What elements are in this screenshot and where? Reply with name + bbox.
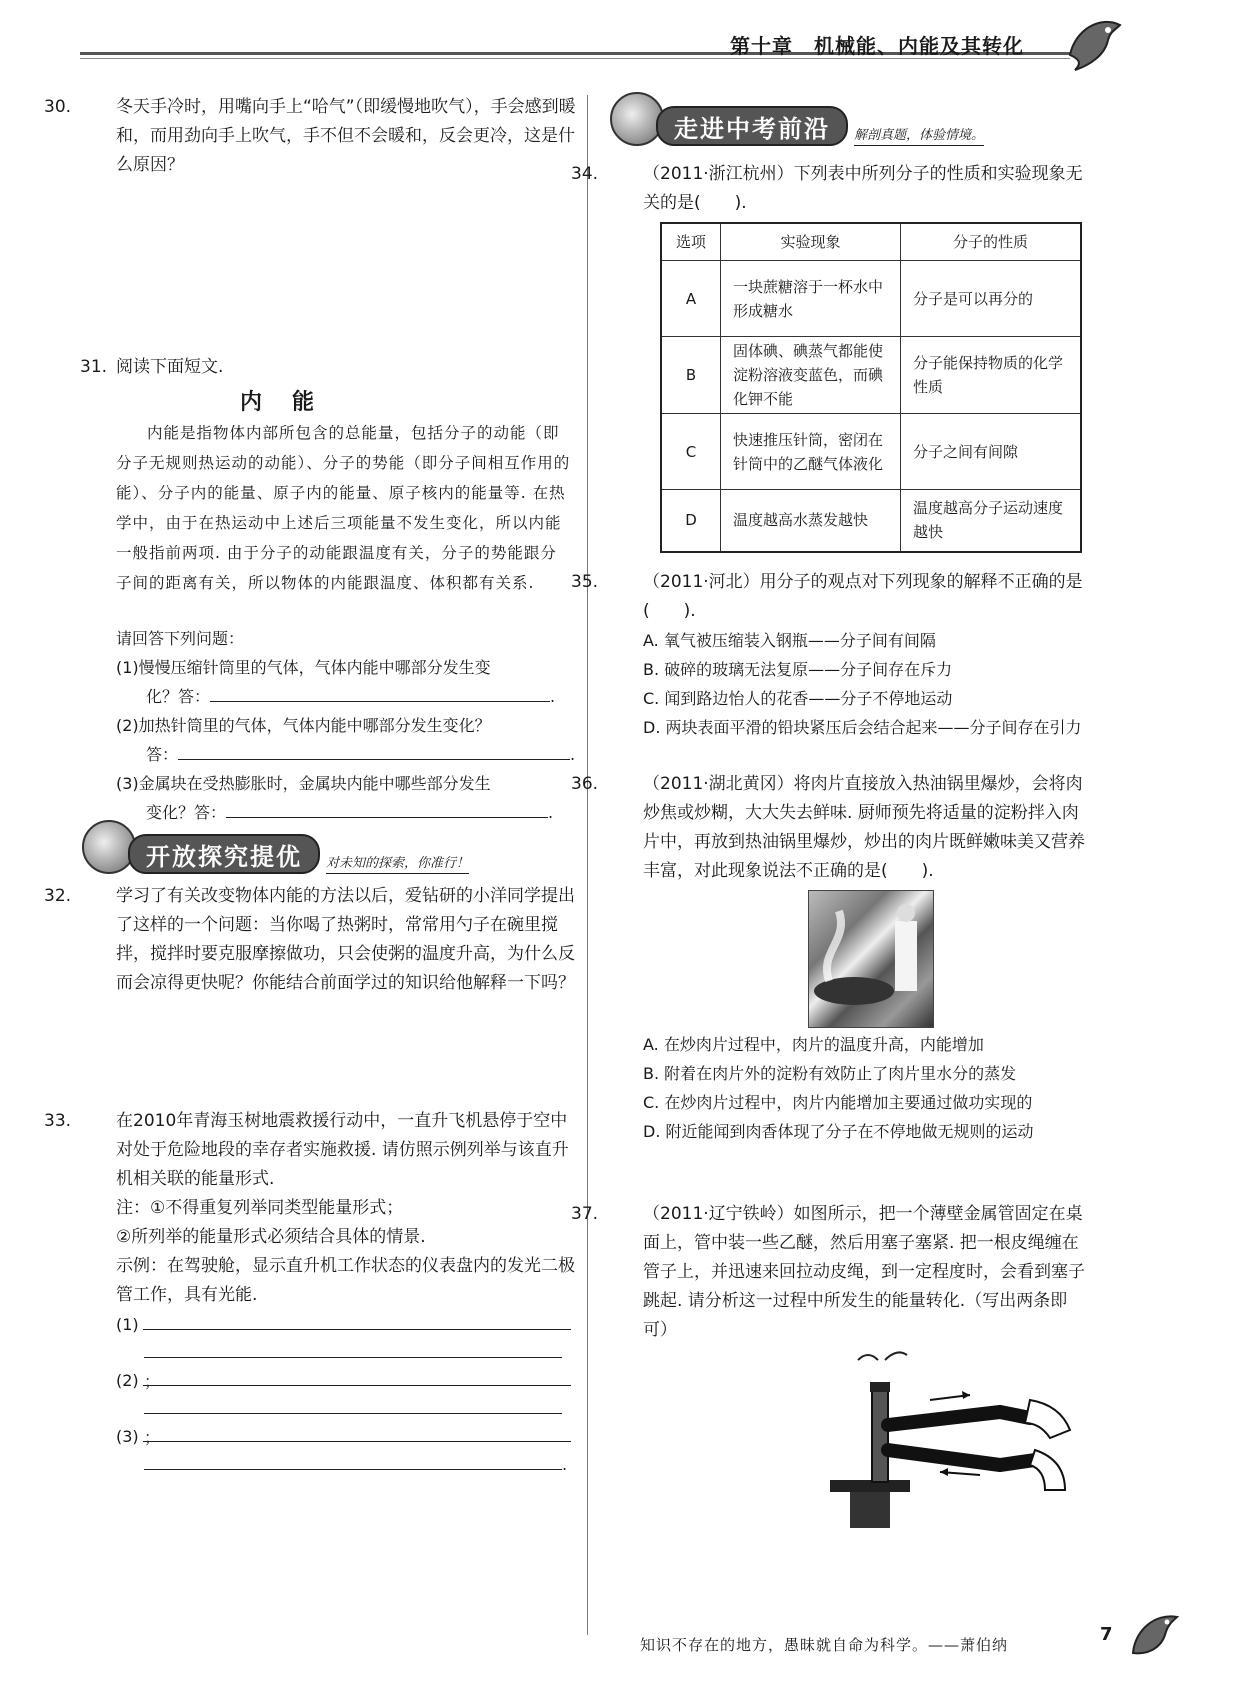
- question-number: 33.: [44, 1111, 72, 1131]
- section-banner-exam: [610, 92, 984, 146]
- answer-blank[interactable]: [143, 1367, 571, 1386]
- dolphin-footer-icon: [1125, 1605, 1185, 1665]
- sub-question-3: (3)金属块在受热膨胀时，金属块内能中哪些部分发生: [116, 774, 491, 793]
- option-c: C. 闻到路边怡人的花香——分子不停地运动: [643, 689, 953, 708]
- question-30: [44, 93, 580, 180]
- question-text: （2011·河北）用分子的观点对下列现象的解释不正确的是( ).: [643, 572, 1083, 621]
- question-37: [571, 1200, 1092, 1345]
- answer-line-3: 变化？答： .: [116, 798, 576, 827]
- tube-rope-diagram: [830, 1340, 1080, 1530]
- blank-row-2b: ；: [116, 1394, 576, 1422]
- answer-blank[interactable]: [144, 1395, 562, 1414]
- dolphin-mascot-icon: [1060, 10, 1130, 80]
- table-cell: 固体碘、碘蒸气都能使淀粉溶液变蓝色，而碘化钾不能: [721, 337, 901, 414]
- table-cell: 温度越高水蒸发越快: [721, 490, 901, 552]
- question-number: 36.: [571, 774, 599, 794]
- column-divider: [587, 95, 588, 1635]
- sub-question-1: (1)慢慢压缩针筒里的气体，气体内能中哪部分发生变: [116, 658, 491, 677]
- table-header: 选项: [661, 223, 721, 261]
- table-row: [661, 490, 1081, 552]
- footer-quote: 知识不存在的地方，愚昧就自命为科学。——萧伯纳: [640, 1636, 1009, 1654]
- option-b: B. 破碎的玻璃无法复原——分子间存在斥力: [643, 660, 953, 679]
- question-31-intro: [80, 353, 580, 382]
- chapter-title: 第十章 机械能、内能及其转化: [730, 34, 1024, 58]
- blank-row-3: (3): [116, 1422, 576, 1450]
- question-35: [571, 568, 1092, 742]
- table-cell: 温度越高分子运动速度越快: [901, 490, 1082, 552]
- table-cell: 分子能保持物质的化学性质: [901, 337, 1082, 414]
- question-number: 34.: [571, 164, 599, 184]
- question-36: [571, 770, 1092, 886]
- blank-row-1b: ；: [116, 1338, 576, 1366]
- question-text: 冬天手冷时，用嘴向手上“哈气”（即缓慢地吹气），手会感到暖和，而用劲向手上吹气，手不但不会暖和，反会更冷，这是什么原因？: [116, 97, 576, 175]
- sub-question-2: (2)加热针筒里的气体，气体内能中哪部分发生变化？: [116, 716, 491, 735]
- option-a: A. 氧气被压缩装入钢瓶——分子间有间隔: [643, 631, 936, 650]
- question-number: 30.: [44, 97, 72, 117]
- question-33: [44, 1107, 580, 1310]
- table-row: [661, 337, 1081, 414]
- table-row: [661, 414, 1081, 490]
- table-cell: 快速推压针筒，密闭在针筒中的乙醚气体液化: [721, 414, 901, 490]
- answer-blank[interactable]: [143, 1311, 571, 1330]
- section-banner-open: [82, 820, 469, 874]
- chef-wok-illustration: [809, 891, 933, 1027]
- table-row: [661, 261, 1081, 337]
- question-34: [571, 160, 1092, 218]
- options-table: [660, 222, 1082, 553]
- banner-title: 走进中考前沿: [656, 106, 848, 146]
- question-36-options: [643, 1030, 1093, 1146]
- option-d: D. 两块表面平滑的铅块紧压后会结合起来——分子间存在引力: [643, 718, 1082, 737]
- question-text: 阅读下面短文.: [116, 357, 224, 377]
- table-header-row: [661, 223, 1081, 261]
- banner-tagline: 解剖真题，体验情境。: [854, 124, 984, 146]
- note-2: ②所列举的能量形式必须结合具体的情景.: [116, 1227, 426, 1247]
- question-text: （2011·浙江杭州）下列表中所列分子的性质和实验现象无关的是( ).: [643, 164, 1083, 213]
- answer-blank[interactable]: [178, 741, 570, 760]
- cooking-photo: [808, 890, 934, 1028]
- table-header: 实验现象: [721, 223, 901, 261]
- table-cell: 分子之间有间隙: [901, 414, 1082, 490]
- question-number: 35.: [571, 572, 599, 592]
- table-cell: 分子是可以再分的: [901, 261, 1082, 337]
- table-cell: C: [661, 414, 721, 490]
- prompt-text: 请回答下列问题：: [116, 629, 245, 648]
- question-text: 学习了有关改变物体内能的方法以后，爱钻研的小洋同学提出了这样的一个问题：当你喝了热粥时，常常用勺子在碗里搅拌，搅拌时要克服摩擦做功，只会使粥的温度升高，为什么反而会凉得更快呢？你能结合前面学过的知识给他解释一下吗？: [116, 886, 575, 993]
- answer-blank[interactable]: [144, 1451, 562, 1470]
- question-number: 31.: [80, 357, 108, 377]
- question-text: （2011·湖北黄冈）将肉片直接放入热油锅里爆炒，会将肉炒焦或炒糊，大大失去鲜味. 厨师预先将适量的淀粉拌入肉片中，再放到热油锅里爆炒，炒出的肉片既鲜嫩味美又营养丰富，对此现象说法不正确的是( ).: [643, 774, 1085, 881]
- banner-title: 开放探究提优: [128, 834, 320, 874]
- table-cell: B: [661, 337, 721, 414]
- blank-row-2: (2): [116, 1366, 576, 1394]
- answer-blank[interactable]: [226, 799, 548, 818]
- answer-blank[interactable]: [144, 1339, 562, 1358]
- option-c: C. 在炒肉片过程中，肉片内能增加主要通过做功实现的: [643, 1093, 1033, 1112]
- answer-blank[interactable]: [143, 1423, 571, 1442]
- question-31-subs: [116, 624, 576, 827]
- blank-row-1: (1): [116, 1310, 576, 1338]
- table-header: 分子的性质: [901, 223, 1082, 261]
- question-text: 在2010年青海玉树地震救援行动中，一直升飞机悬停于空中对处于危险地段的幸存者实施救援. 请仿照示例列举与该直升机相关联的能量形式.: [116, 1111, 569, 1189]
- example-text: 示例：在驾驶舱，显示直升机工作状态的仪表盘内的发光二极管工作，具有光能.: [116, 1256, 575, 1305]
- article-body: 内能是指物体内部所包含的总能量，包括分子的动能（即分子无规则热运动的动能）、分子的势能（即分子间相互作用的能）、分子内的能量、原子内的能量、原子核内的能量等. 在热学中，由于在热运动中上述后三项能量不发生变化，所以内能一般指前两项. 由于分子的动能跟温度有关，分子的势能跟分子间的距离有关，所以物体的内能跟温度、体积都有关系.: [116, 424, 571, 592]
- question-number: 37.: [571, 1204, 599, 1224]
- question-number: 32.: [44, 886, 72, 906]
- answer-blank[interactable]: [210, 683, 550, 702]
- article-title: 内能: [240, 389, 345, 415]
- banner-tagline: 对未知的探索，你准行！: [326, 852, 469, 874]
- page-number: 7: [1100, 1624, 1113, 1645]
- question-33-blanks: [116, 1310, 576, 1478]
- answer-line-1: 化？答： .: [116, 682, 576, 711]
- table-cell: 一块蔗糖溶于一杯水中形成糖水: [721, 261, 901, 337]
- answer-line-2: 答： .: [116, 740, 576, 769]
- option-b: B. 附着在肉片外的淀粉有效防止了肉片里水分的蒸发: [643, 1064, 1017, 1083]
- blank-row-3b: .: [116, 1450, 576, 1478]
- option-a: A. 在炒肉片过程中，肉片的温度升高，内能增加: [643, 1035, 984, 1054]
- question-text: （2011·辽宁铁岭）如图所示，把一个薄壁金属管固定在桌面上，管中装一些乙醚，然后用塞子塞紧. 把一根皮绳缠在管子上，并迅速来回拉动皮绳，到一定程度时，会看到塞子跳起. 请分析这一过程中所发生的能量转化.（写出两条即可）: [643, 1204, 1085, 1340]
- note-1: 注：①不得重复列举同类型能量形式；: [116, 1198, 404, 1218]
- question-32: [44, 882, 580, 998]
- option-d: D. 附近能闻到肉香体现了分子在不停地做无规则的运动: [643, 1122, 1034, 1141]
- table-cell: A: [661, 261, 721, 337]
- table-cell: D: [661, 490, 721, 552]
